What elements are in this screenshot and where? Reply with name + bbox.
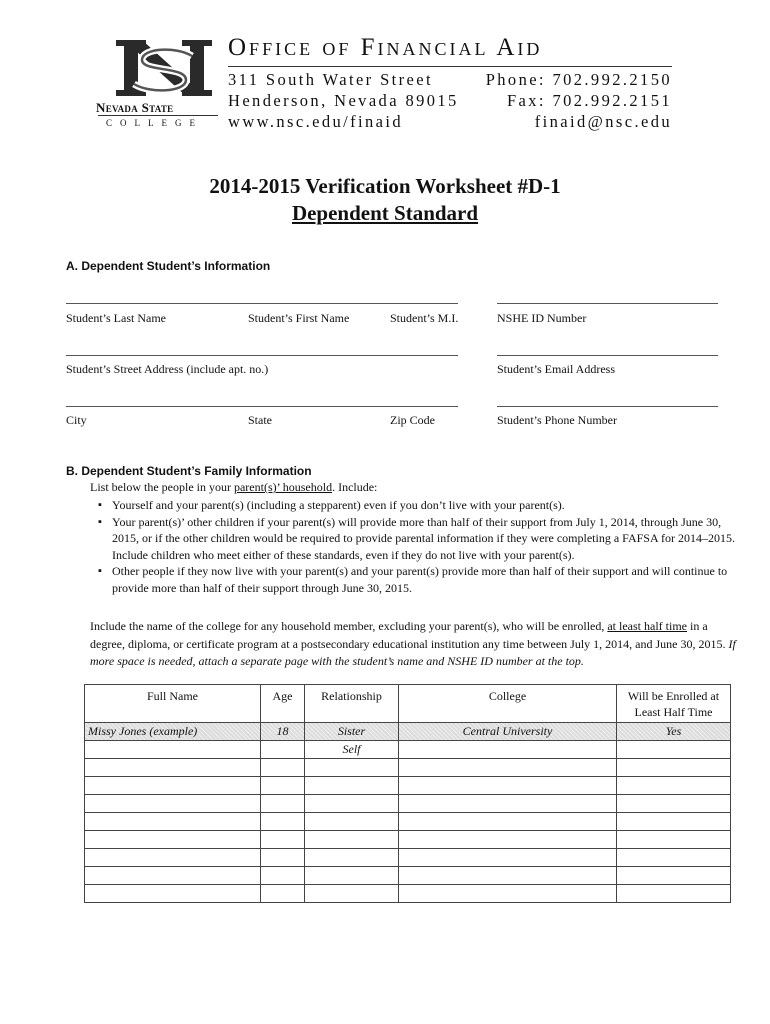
table-row[interactable] <box>85 867 731 885</box>
cell-relationship[interactable] <box>305 831 399 849</box>
cell-full-name: Missy Jones (example) <box>85 723 261 741</box>
cell-enrolled[interactable] <box>617 867 731 885</box>
household-table <box>84 684 731 903</box>
cell-college[interactable] <box>399 795 617 813</box>
intro-suffix: . Include: <box>332 480 378 494</box>
cell-relationship[interactable] <box>305 813 399 831</box>
cell-age[interactable] <box>261 831 305 849</box>
phone-line[interactable] <box>497 406 718 407</box>
list-item: ▪ Your parent(s)’ other children if your parent(s) will provide more than half of their support from July 1, 2014, through June 30, 2015, or if the other children would be required to provide parental information if they were completing a FAFSA for 2014–2015. Include children who meet either of these standards, even if they do not live with your parent(s). <box>90 514 740 564</box>
table-row <box>85 723 731 741</box>
col-age: Age <box>261 685 305 723</box>
document-subtitle: Dependent Standard <box>291 201 479 225</box>
cell-college: Central University <box>399 723 617 741</box>
logo-name: Nevada State <box>96 100 174 115</box>
table-row[interactable] <box>85 885 731 903</box>
table-row[interactable] <box>85 795 731 813</box>
cell-enrolled[interactable] <box>617 759 731 777</box>
street-address: 311 South Water Street <box>228 70 433 89</box>
cell-enrolled[interactable] <box>617 795 731 813</box>
cell-enrolled[interactable] <box>617 741 731 759</box>
cell-full-name[interactable] <box>85 795 261 813</box>
cell-enrolled[interactable] <box>617 849 731 867</box>
city-state-zip: Henderson, Nevada 89015 <box>228 91 459 110</box>
website-link[interactable]: www.nsc.edu/finaid <box>228 112 404 131</box>
last-name-label: Student’s Last Name <box>66 311 166 325</box>
table-row <box>85 741 731 759</box>
col-enrolled <box>617 685 731 723</box>
city-label: City <box>66 413 87 427</box>
col-enrolled-line1: Will be Enrolled at <box>627 689 720 703</box>
cell-full-name[interactable] <box>85 831 261 849</box>
cell-relationship: Self <box>305 741 399 759</box>
col-relationship: Relationship <box>305 685 399 723</box>
col-full-name: Full Name <box>85 685 261 723</box>
office-title: Office of Financial Aid <box>228 34 543 61</box>
street-address-line[interactable] <box>66 355 458 356</box>
para-half-time: at least half time <box>607 619 687 633</box>
phone-number: Phone: 702.992.2150 <box>485 70 672 89</box>
cell-enrolled: Yes <box>617 723 731 741</box>
street-address-label: Student’s Street Address (include apt. no.) <box>66 362 269 376</box>
para-prefix: Include the name of the college for any household member, excluding your parent(s), who will be enrolled, <box>90 619 608 633</box>
table-row[interactable] <box>85 777 731 795</box>
cell-college[interactable] <box>399 867 617 885</box>
cell-relationship[interactable] <box>305 867 399 885</box>
table-row[interactable] <box>85 849 731 867</box>
nshe-id-label: NSHE ID Number <box>497 311 587 325</box>
middle-initial-label: Student’s M.I. <box>390 311 459 325</box>
cell-relationship[interactable] <box>305 759 399 777</box>
cell-full-name[interactable] <box>85 759 261 777</box>
cell-college[interactable] <box>399 831 617 849</box>
email-label: Student’s Email Address <box>497 362 615 376</box>
document-title: 2014-2015 Verification Worksheet #D-1 <box>209 174 561 198</box>
cell-enrolled[interactable] <box>617 885 731 903</box>
cell-full-name[interactable] <box>85 849 261 867</box>
table-row[interactable] <box>85 813 731 831</box>
first-name-label: Student’s First Name <box>248 311 350 325</box>
cell-age[interactable] <box>261 777 305 795</box>
email-link[interactable]: finaid@nsc.edu <box>534 112 672 131</box>
cell-relationship[interactable] <box>305 885 399 903</box>
cell-college[interactable] <box>399 813 617 831</box>
header-rule <box>228 66 672 67</box>
cell-college[interactable] <box>399 885 617 903</box>
table-row[interactable] <box>85 831 731 849</box>
cell-full-name[interactable] <box>85 741 261 759</box>
cell-relationship[interactable] <box>305 849 399 867</box>
cell-age[interactable] <box>261 759 305 777</box>
city-state-zip-line[interactable] <box>66 406 458 407</box>
nshe-id-line[interactable] <box>497 303 718 304</box>
fax-number: Fax: 702.992.2151 <box>506 91 672 110</box>
cell-enrolled[interactable] <box>617 831 731 849</box>
list-item: ▪ Other people if they now live with your parent(s) and your parent(s) provide more than half of their support and will continue to provide more than half of their support through June 30, 2015. <box>90 563 740 596</box>
intro-prefix: List below the people in your <box>90 480 234 494</box>
cell-college[interactable] <box>399 849 617 867</box>
cell-age[interactable] <box>261 849 305 867</box>
cell-relationship[interactable] <box>305 777 399 795</box>
student-name-line[interactable] <box>66 303 458 304</box>
section-b-heading: B. Dependent Student’s Family Information <box>66 464 312 478</box>
state-label: State <box>248 413 272 427</box>
cell-relationship[interactable] <box>305 795 399 813</box>
table-row[interactable] <box>85 759 731 777</box>
cell-full-name[interactable] <box>85 885 261 903</box>
section-a-heading: A. Dependent Student’s Information <box>66 259 271 273</box>
logo-divider <box>98 115 218 116</box>
table-header-row <box>85 685 731 723</box>
cell-age[interactable] <box>261 867 305 885</box>
list-item: ▪ Yourself and your parent(s) (including a stepparent) even if you don’t live with your parent(s). <box>90 497 740 514</box>
para-italic-note: If more space is needed, attach a separate page with the student’s name and NSHE ID number at the top. <box>90 636 736 668</box>
cell-college[interactable] <box>399 777 617 795</box>
zip-label: Zip Code <box>390 413 435 427</box>
cell-age[interactable] <box>261 741 305 759</box>
enrollment-instructions <box>90 618 738 671</box>
cell-full-name[interactable] <box>85 777 261 795</box>
cell-college[interactable] <box>399 741 617 759</box>
col-enrolled-line2: Least Half Time <box>634 705 713 719</box>
include-list <box>90 497 740 596</box>
cell-college[interactable] <box>399 759 617 777</box>
cell-full-name[interactable] <box>85 813 261 831</box>
phone-label: Student’s Phone Number <box>497 413 617 427</box>
cell-relationship: Sister <box>305 723 399 741</box>
email-line[interactable] <box>497 355 718 356</box>
section-b-intro <box>90 479 740 497</box>
intro-household: parent(s)’ household <box>233 480 333 494</box>
cell-full-name[interactable] <box>85 867 261 885</box>
para-mid: in a degree, diploma, or certificate program at a postsecondary educational institution any time between July 1, 2014, and June 30, 2015. <box>90 619 729 651</box>
logo-college: COLLEGE <box>106 118 203 128</box>
cell-age: 18 <box>261 723 305 741</box>
cell-age[interactable] <box>261 885 305 903</box>
col-college: College <box>399 685 617 723</box>
cell-age[interactable] <box>261 813 305 831</box>
cell-enrolled[interactable] <box>617 813 731 831</box>
cell-age[interactable] <box>261 795 305 813</box>
cell-enrolled[interactable] <box>617 777 731 795</box>
